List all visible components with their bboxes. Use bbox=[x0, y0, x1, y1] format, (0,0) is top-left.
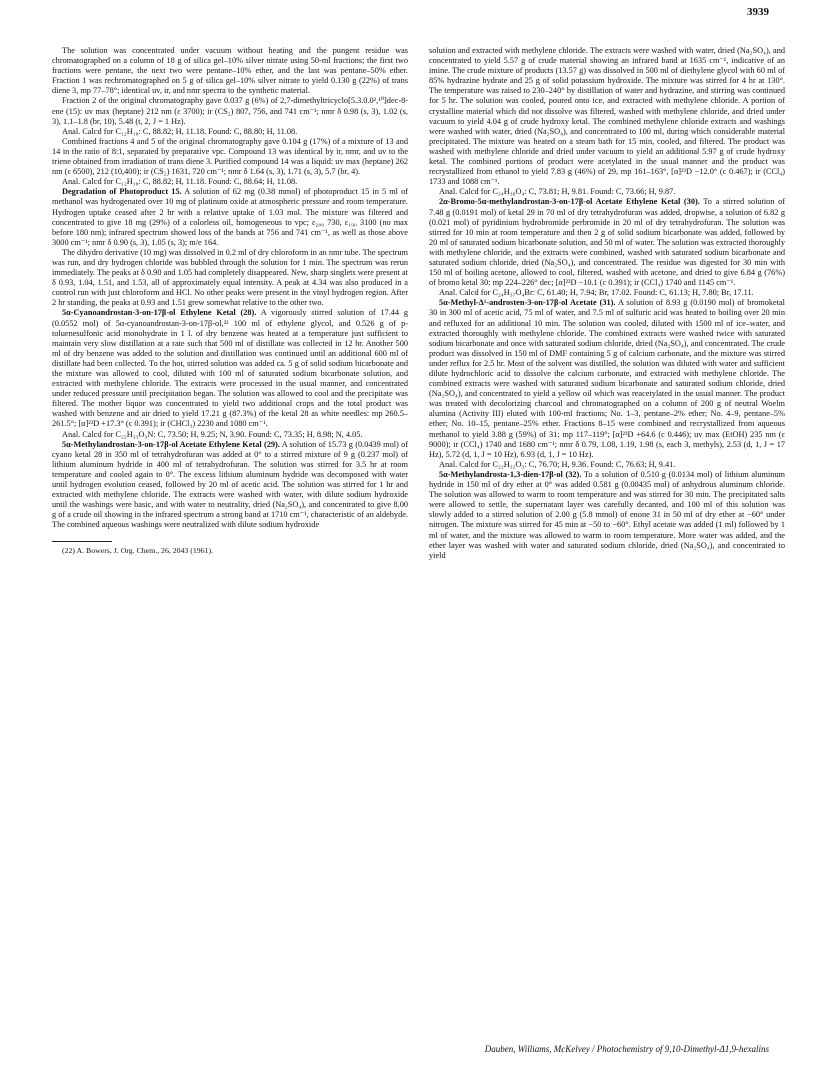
paragraph-text: The dihydro derivative (10 mg) was dissolved in 0.2 ml of dry chloroform in an nmr tube. The spectrum was run, and dry hydrogen chloride was bubbled through the solution for 1 min. The spectrum was rerun immediately. The peaks at δ 0.90 and 1.05 had completely disappeared. New, sharp singlets were present at δ 0.93, 1.04, 1.51, and 1.53, all of approximately equal intensity. A peak at 4.34 was also produced in a control run with just chloroform and HCl. No other peaks were present in the vinyl hydrogen region. After 2 hr standing, the peaks at 0.93 and 1.51 grew somewhat relative to the other two. bbox=[52, 247, 408, 308]
left-column-paragraph bbox=[52, 46, 408, 96]
right-column-paragraph bbox=[429, 288, 785, 298]
paragraph-text: Anal. Calcd for C₁₂H₁₈: C, 88.82; H, 11.18. Found: C, 88.80; H, 11.08. bbox=[62, 126, 298, 136]
paragraph-text: A solution of 15.73 g (0.0439 mol) of cyano ketal 28 in 350 ml of tetrahydrofuran was added at 0° to a stirred mixture of 9 g (0.237 mol) of lithium aluminum hydride in 400 ml of tetrahydrofuran. The solution was stirred for 3.5 hr at room temperature and cooled again to 0°. The excess lithium aluminum hydride was decomposed with water until hydrogen evolution ceased, followed by 20 ml of acetic acid. The solution was stirred for 1 hr and extracted with methylene chloride. The extracts were washed with water, with dilute sodium hydroxide until the washings were basic, and with water to neutrality, dried (Na₂SO₄), and concentrated to give 8.00 g of a crude oil showing in the infrared spectrum a strong band at 1710 cm⁻¹, characteristic of an aldehyde. The combined aqueous washings were neutralized with dilute sodium hydroxide bbox=[52, 439, 408, 530]
section-heading: 5α-Methyl-Δ¹-androsten-3-on-17β-ol Acetate (31). bbox=[439, 298, 616, 308]
paragraph-text: Combined fractions 4 and 5 of the original chromatography gave 0.104 g (17%) of a mixture of 13 and 14 in the ratio of 8:1, separated by preparative vpc. Compound 13 was identical by ir, nmr, and uv to the triene obtained from irradiation of trans diene 3. Purified compound 14 was a liquid: uv max (heptane) 262 nm (ε 6500), 212 (10,400); ir (CS₂) 1631, 720 cm⁻¹; nmr δ 1.64 (s, 3), 1.71 (s, 3), 5.7 (br, 4). bbox=[52, 136, 408, 177]
paragraph-text: Anal. Calcd for C₂₄H₃₈O₄: C, 73.81; H, 9.81. Found: C, 73.66; H, 9.87. bbox=[439, 187, 676, 197]
paragraph-text: To a stirred solution of 7.48 g (0.0191 mol) of ketal 29 in 70 ml of dry tetrahydrofuran was added, dropwise, a solution of 6.82 g (0.021 mol) of pyridinium hydrobromide perbromide in 20 ml of dry tetrahydrofuran. The solution was stirred for 10 min at room temperature and then 2 g of solid sodium bicarbonate was added, followed by 20 ml of saturated sodium bicarbonate solution, and 50 ml of water. The solution was extracted thoroughly with methylene chloride, and the extracts were combined, washed with saturated sodium bicarbonate and saturated sodium chloride, dried (Na₂SO₄), and concentrated. The residue was digested for 30 min with 150 ml of boiling acetone, allowed to cool, filtered, washed with acetone, and dried to give 6.84 g (76%) of bromo ketal 30: mp 224–226° dec; [α]²³D −10.1 (c 0.391); ir (CCl₄) 1740 and 1145 cm⁻¹. bbox=[429, 197, 786, 288]
left-column-paragraph bbox=[52, 137, 408, 177]
paragraph-text: The solution was concentrated under vacuum without heating and the pungent residue was chromatographed on a column of 18 g of silica gel–10% silver nitrate using 50-ml fractions; the first two fractions were pentane, the next two were pentane–10% ether, and the last was pentane–50% ether. Fraction 1 was rechromatographed on 5 g of silica gel–10% silver nitrate to yield 0.130 g (22%) of trans diene 3, mp 77–78°; identical uv, ir, and nmr spectra to the synthetic material. bbox=[52, 46, 408, 96]
right-column-paragraph bbox=[429, 460, 785, 470]
paragraph-text: Anal. Calcd for C₁₂H₁₈: C, 88.82; H, 11.18. Found: C, 88.64; H, 11.08. bbox=[62, 177, 298, 187]
paragraph-text: To a solution of 0.510 g (0.0134 mol) of lithium aluminum hydride in 150 ml of dry ether at 0° was added 0.581 g (0.00435 mol) of anhydrous aluminum chloride. The solution was allowed to warm to room temperature and was stirred for 30 min. The precipitated salts were allowed to settle, the supernatant layer was carefully decanted, and 100 ml of this solution was slowly added to a stirred solution of 2.00 g (5.8 mmol) of enone 31 in 50 ml of dry ether at −60° under nitrogen. The mixture was stirred for 45 min at −50 to −60°. Ethyl acetate was added (1 ml) followed by 1 ml of water, and the mixture was allowed to warm to room temperature. More water was added, and the ether layer was washed with water and saturated sodium chloride, dried (Na₂SO₄), and concentrated to yield bbox=[429, 469, 785, 560]
section-heading: 5α-Methylandrosta-1,3-dien-17β-ol (32). bbox=[439, 469, 582, 479]
left-column-paragraph bbox=[52, 440, 408, 531]
right-column bbox=[429, 46, 785, 561]
left-column-paragraph bbox=[52, 96, 408, 126]
running-footer: Dauben, Williams, McKelvey / Photochemistry of 9,10-Dimethyl-Δ1,9-hexalins bbox=[484, 1044, 769, 1054]
left-column-paragraph bbox=[52, 177, 408, 187]
left-column-paragraph bbox=[52, 248, 408, 309]
left-column-paragraph bbox=[52, 187, 408, 248]
left-column-paragraph bbox=[52, 430, 408, 440]
right-column-paragraph bbox=[429, 46, 785, 187]
section-heading: Degradation of Photoproduct 15. bbox=[62, 187, 182, 197]
left-column-paragraph bbox=[52, 308, 408, 429]
paragraph-text: A solution of 62 mg (0.38 mmol) of photoproduct 15 in 5 ml of methanol was hydrogenated over 10 mg of platinum oxide at atmospheric pressure and room temperature. Hydrogen uptake ceased after 2 hr with a relative uptake of 1.03 mol. The mixture was filtered and concentrated to give 18 mg (29%) of a colorless oil, homogeneous to vpc; ε₂₀₀ 730, ε₁₉₀ 3100 (no max before 180 nm); infrared spectrum showed loss of the bands at 756 and 741 cm⁻¹, as well as those above 3000 cm⁻¹; nmr δ 0.90 (s, 3), 1.05 (s, 3); m/e 164. bbox=[52, 187, 409, 247]
paragraph-text: Anal. Calcd for C₂₄H₃₇O₄Br: C, 61.40; H, 7.94; Br, 17.02. Found: C, 61.13; H, 7.80; Br, 17.11. bbox=[439, 288, 754, 298]
section-heading: 2α-Bromo-5α-methylandrostan-3-on-17β-ol Acetate Ethylene Ketal (30). bbox=[439, 197, 700, 207]
section-heading: 5α-Methylandrostan-3-on-17β-ol Acetate Ethylene Ketal (29). bbox=[62, 439, 280, 449]
paragraph-text: Anal. Calcd for C₂₂H₃₂O₃: C, 76.70; H, 9.36. Found: C, 76.63; H, 9.41. bbox=[439, 459, 676, 469]
right-column-paragraph bbox=[429, 470, 785, 561]
right-column-paragraph bbox=[429, 197, 785, 288]
footnote: (22) A. Bowers, J. Org. Chem., 26, 2043 (1961). bbox=[62, 545, 214, 555]
right-column-paragraph bbox=[429, 187, 785, 197]
paragraph-text: Fraction 2 of the original chromatography gave 0.037 g (6%) of 2,7-dimethyltricyclo[5.3.0.0²,¹⁰]dec-8-ene (15): uv max (heptane) 212 nm (ε 3700); ir (CS₂) 807, 756, and 741 cm⁻¹; nmr δ 0.98 (s, 3), 1.02 (s, 3), 1.1–1.8 (br, 10), 5.48 (t, 2, J = 1 Hz). bbox=[52, 96, 408, 126]
left-column bbox=[52, 46, 408, 555]
left-column-paragraph bbox=[52, 127, 408, 137]
footnote-rule bbox=[52, 541, 112, 542]
right-column-paragraph bbox=[429, 298, 785, 460]
paragraph-text: A solution of 8.93 g (0.0190 mol) of bromoketal 30 in 300 ml of acetic acid, 75 ml of water, and 7.5 ml of sulfuric acid was heated to boiling over 20 min and refluxed for an additional 10 min. The solution was cooled, diluted with 1500 ml of ice–water, and extracted thoroughly with methylene chloride. The combined extracts were washed twice with saturated sodium bicarbonate and once with saturated sodium chloride, dried (Na₂SO₄), and concentrated. The crude product was dissolved in 150 ml of DMF containing 5 g of calcium carbonate, and the mixture was stirred under reflux for 2.5 hr. Most of the solvent was distilled, the solution was diluted with water and sufficient dilute hydrochloric acid to dissolve the calcium carbonate, and extracted with methylene chloride. The combined extracts were washed with saturated sodium bicarbonate and saturated sodium chloride, dried (Na₂SO₄), and concentrated to yield a yellow oil which was reacetylated in the usual manner. The product was treated with decolorizing charcoal and chromatographed on a column of 200 g of neutral Woelm alumina (Activity III) eluted with 100-ml fractions; No. 1–3, pentane–2% ether; No. 4–9, pentane–5% ether; No. 10–15, pentane–25% ether. Fractions 8–15 were combined and recrystallized from aqueous methanol to yield 3.88 g (59%) of 31: mp 117–119°; [α]²³D +64.6 (c 0.446); uv max (EtOH) 235 nm (ε 9000); ir (CCl₄) 1740 and 1680 cm⁻¹; nmr δ 0.79, 1.08, 1.19, 1.98 (s, each 3, methyls), 2.53 (d, 1, J = 17 Hz), 5.72 (d, 1, J = 10 Hz), 6.93 (d, 1, J = 10 Hz). bbox=[429, 298, 785, 459]
paragraph-text: A vigorously stirred solution of 17.44 g (0.0552 mol) of 5α-cyanoandrostan-3-on-17β-ol,²² 100 ml of ethylene glycol, and 0.526 g of p-toluenesulfonic acid monohydrate in 1 l. of dry benzene was heated at a temperature just sufficient to maintain very slow distillation at a rate such that 500 ml of distillate was collected in 12 hr. Another 500 ml of dry benzene was added to the solution and distillation was continued until an additional 600 ml of distillate had been collected. To the hot, stirred solution was added ca. 5 g of solid sodium bicarbonate and the mixture was allowed to cool, diluted with 100 ml of saturated sodium bicarbonate solution, and extracted with methylene chloride. The extracts were processed in the usual manner, and concentrated under reduced pressure until precipitation began. The solution was allowed to cool and the precipitate was filtered. The mother liquor was concentrated to yield two additional crops and the total product was washed with benzene and air dried to yield 17.21 g (87.3%) of the ketal 28 as white needles: mp 260.5–261.5°; [α]²³D +17.3° (c 0.391); ir (CHCl₃) 2230 and 1080 cm⁻¹. bbox=[52, 308, 408, 429]
paragraph-text: solution and extracted with methylene chloride. The extracts were washed with water, dried (Na₂SO₄), and concentrated to yield 5.57 g of crude material showing an infrared band at 1635 cm⁻¹, indicative of an imine. The crude mixture of products (13.57 g) was dissolved in 500 ml of diethylene glycol with 60 ml of 85% hydrazine hydrate and 25 g of solid potassium hydroxide. The mixture was stirred for 4 hr at 130°. The temperature was raised to 230–240° by distillation of water and hydrazine, and stirring was continued for 5 hr. The solution was cooled, poured onto ice, and extracted with methylene chloride. A portion of crystalline material which did not dissolve was filtered, washed with methylene chloride, and dried under vacuum to yield 4.04 g of crude hydroxy ketal. The combined methylene chloride extracts and washings were washed with water, dried (Na₂SO₄), and concentrated to 100 ml, during which considerable material precipitated. The mixture was heated on a steam bath for 15 min, cooled, and filtered. The product was washed with methylene chloride and dried under vacuum to yield an additional 5.97 g of crude hydroxy ketal. The combined portions of product were acetylated in the usual manner and the product was recrystallized from ethanol to yield 7.83 g (46%) of 29, mp 161–163°, [α]²³D −12.0° (c 0.467); ir (CCl₄) 1733 and 1088 cm⁻¹. bbox=[429, 46, 785, 187]
page-number: 3939 bbox=[747, 6, 769, 18]
section-heading: 5α-Cyanoandrostan-3-on-17β-ol Ethylene Ketal (28). bbox=[62, 308, 257, 318]
paragraph-text: Anal. Calcd for C₂₂H₃₃O₃N: C, 73.50; H, 9.25; N, 3.90. Found: C, 73.35; H, 8.98; N, 4.05. bbox=[62, 429, 363, 439]
